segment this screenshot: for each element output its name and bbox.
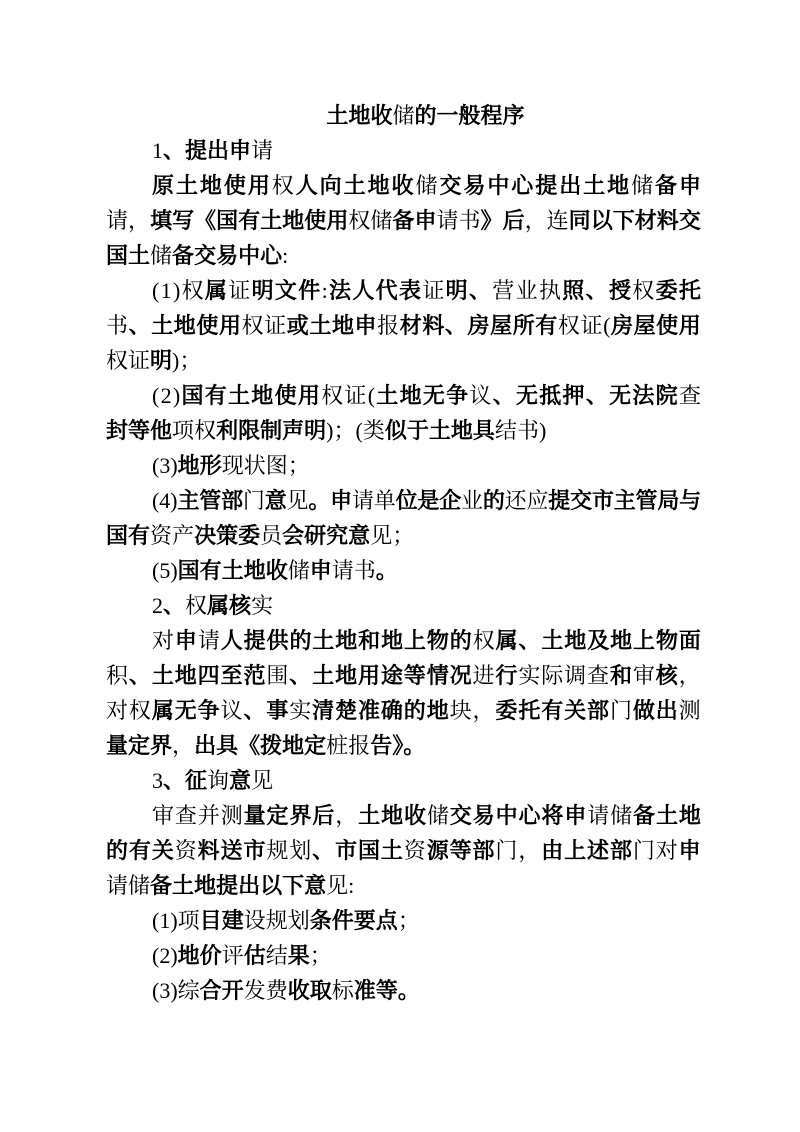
text-line: 审 查 并 测 量 定 界 后 ， 土 地 收 储 交 易 中 心 将 申 请 储 备 土 地 (152, 803, 701, 828)
text-line: 请 ， 填 写 《 国 有 土 地 使 用 权 储 备 申 请 书 》 后 ， 连 同 以 下 材 料 交 (106, 208, 701, 233)
text-line: 2、权属核实 (152, 593, 274, 618)
text-line: 3、征询意见 (152, 768, 274, 793)
text-line: 书 、 土 地 使 用 权 证 或 土 地 申 报 材 料 、 房 屋 所 有 权 证 ( 房 屋 使 用 (106, 313, 701, 338)
text-line: 权证明)； (106, 348, 202, 373)
text-line: 原 土 地 使 用 权 人 向 土 地 收 储 交 易 中 心 提 出 土 地 储 备 申 (152, 173, 701, 198)
text-line: (2)地价评估结果； (152, 943, 332, 968)
text-line: 1、提出申请 (152, 138, 274, 163)
text-line: ( 2 ) 国 有 土 地 使 用 权 证 ( 土 地 无 争 议 、 无 抵 押 、 无 法 院 查 (152, 383, 701, 408)
text-line: 积 、 土 地 四 至 范 围 、 土 地 用 途 等 情 况 进 行 实 际 调 查 和 审 核 ， (106, 663, 701, 688)
document-title: 土地收储的一般程序 (326, 103, 525, 128)
text-line: ( 4 ) 主 管 部 门 意 见 。 申 请 单 位 是 企 业 的 还 应 提 交 市 主 管 局 与 (152, 488, 702, 513)
text-line: 封等他项权利限制声明)；(类似于土地具结书) (106, 418, 547, 443)
text-line: 量定界，出具《拨地定桩报告》。 (106, 733, 426, 758)
text-line: (5)国有土地收储申请书。 (152, 558, 398, 583)
text-line: 对 权 属 无 争 议 、 事 实 清 楚 准 确 的 地 块 ， 委 托 有 关 部 门 做 出 测 (106, 698, 701, 723)
text-line: (3)地形现状图； (152, 453, 310, 478)
text-line: 请储备土地提出以下意见: (106, 873, 355, 898)
text-line: 国有资产决策委员会研究意见； (106, 523, 415, 548)
text-line: 对 申 请 人 提 供 的 土 地 和 地 上 物 的 权 属 、 土 地 及 地 上 物 面 (152, 628, 701, 653)
text-line: 国土储备交易中心: (106, 243, 289, 268)
text-line: 的 有 关 资 料 送 市 规 划 、 市 国 土 资 源 等 部 门 ， 由 上 述 部 门 对 申 (106, 838, 701, 863)
text-line: ( 1 ) 权 属 证 明 文 件 : 法 人 代 表 证 明 、 营 业 执 照 、 授 权 委 托 (152, 278, 701, 303)
text-line: (1)项目建设规划条件要点； (152, 908, 420, 933)
text-line: (3)综合开发费收取标准等。 (152, 978, 420, 1003)
document-body (106, 133, 701, 1008)
